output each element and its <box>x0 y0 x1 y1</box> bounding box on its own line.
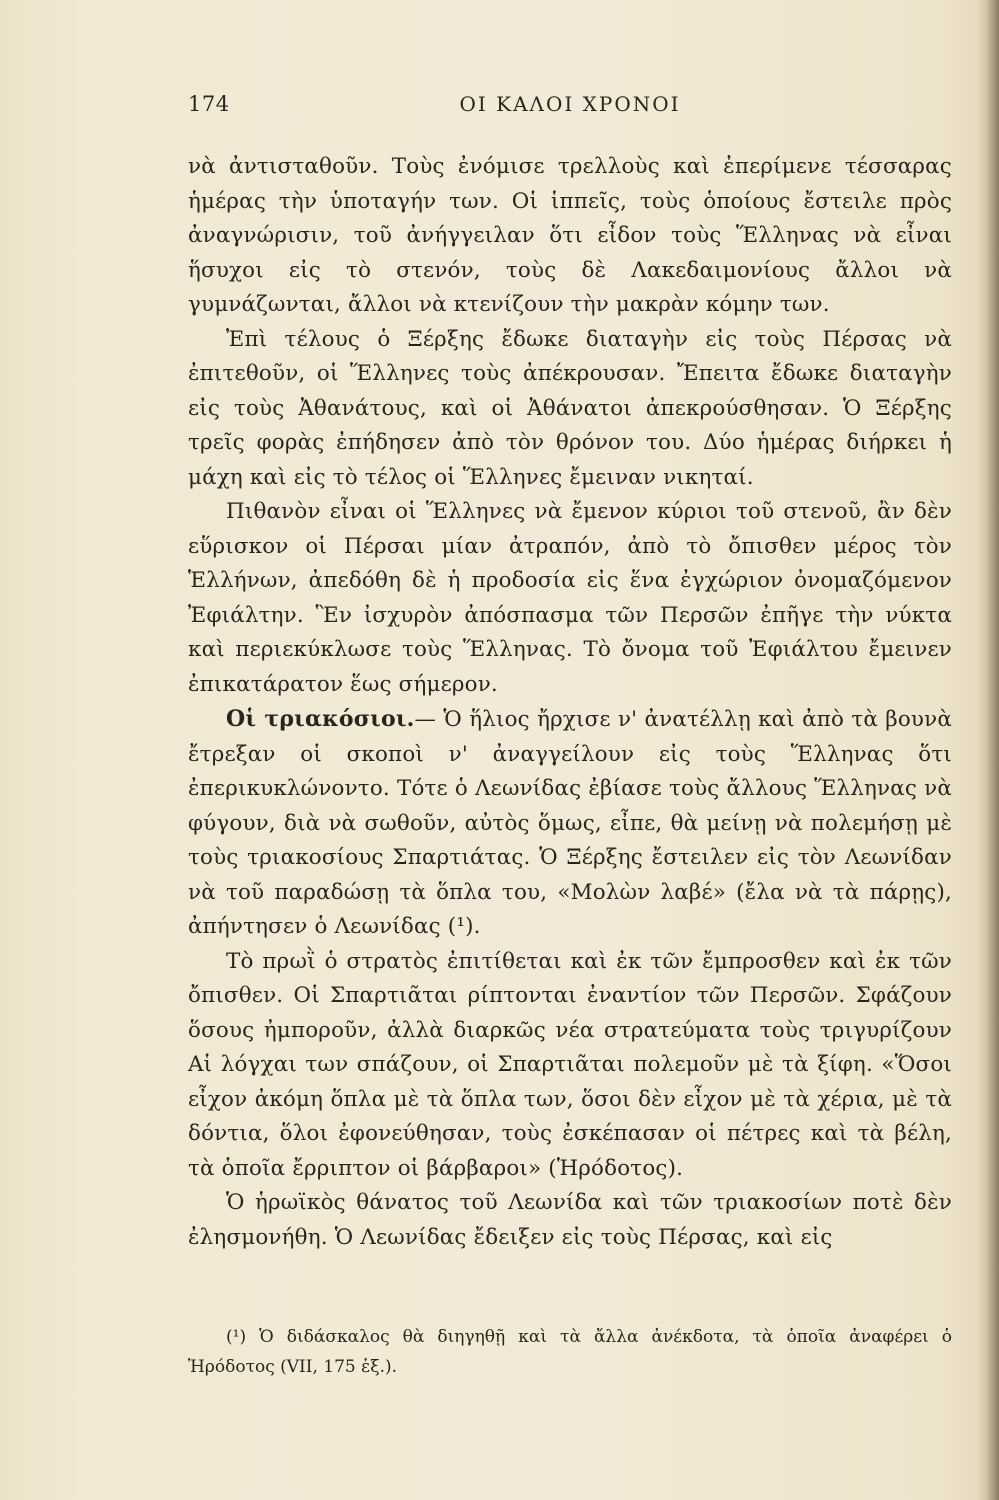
paragraph-4-text: — Ὁ ἥλιος ἤρχισε ν' ἀνατέλλῃ καὶ ἀπὸ τὰ βουνὰ ἔτρεξαν οἱ σκοποὶ ν' ἀναγγείλουν εἰς τοὺς Ἕλληνας ὅτι ἐπερικυκλώνοντο. Τότε ὁ Λεωνίδας ἐβίασε τοὺς ἄλλους Ἕλληνας νὰ φύγουν, διὰ νὰ σωθοῦν, αὐτὸς ὅμως, εἶπε, θὰ μείνῃ νὰ πολεμήσῃ μὲ τοὺς τριακοσίους Σπαρτιάτας. Ὁ Ξέρξης ἔστειλεν εἰς τὸν Λεωνίδαν νὰ τοῦ παραδώσῃ τὰ ὅπλα του, «Μολὼν λαβέ» (ἔλα νὰ τὰ πάρῃς), ἀπήντησεν ὁ Λεωνίδας (¹). <box>188 707 952 939</box>
footnote-area <box>188 1322 952 1382</box>
body-text <box>188 150 952 1255</box>
paragraph-6: Ὁ ἡρωϊκὸς θάνατος τοῦ Λεωνίδα καὶ τῶν τριακοσίων ποτὲ δὲν ἐλησμονήθη. Ὁ Λεωνίδας ἔδειξεν εἰς τοὺς Πέρσας, καὶ εἰς <box>188 1190 952 1250</box>
page-edge-shadow <box>977 0 999 1500</box>
page-number: 174 <box>188 92 230 116</box>
footnote: (¹) Ὁ διδάσκαλος θὰ διηγηθῇ καὶ τὰ ἄλλα ἀνέκδοτα, τὰ ὁποῖα ἀναφέρει ὁ Ἡρόδοτος (VII, 175 ἑξ.). <box>188 1327 952 1377</box>
section-heading: Οἱ τριακόσιοι. <box>226 706 415 732</box>
running-title: ΟΙ ΚΑΛΟΙ ΧΡΟΝΟΙ <box>459 92 681 116</box>
paragraph-3: Πιθανὸν εἶναι οἱ Ἕλληνες νὰ ἔμενον κύριοι τοῦ στενοῦ, ἂν δὲν εὕρισκον οἱ Πέρσαι μίαν ἀτραπόν, ἀπὸ τὸ ὄπισθεν μέρος τὸν Ἑλλήνων, ἀπεδόθη δὲ ἡ προδοσία εἰς ἕνα ἐγχώριον ὀνομαζόμενον Ἐφιάλτην. Ἓν ἰσχυρὸν ἀπόσπασμα τῶν Περσῶν ἐπῆγε τὴν νύκτα καὶ περιεκύκλωσε τοὺς Ἕλληνας. Τὸ ὄνομα τοῦ Ἐφιάλτου ἔμεινεν ἐπικατάρατον ἕως σήμερον. <box>188 499 952 697</box>
paragraph-4 <box>188 702 952 945</box>
paragraph-2: Ἐπὶ τέλους ὁ Ξέρξης ἔδωκε διαταγὴν εἰς τοὺς Πέρσας νὰ ἐπιτεθοῦν, οἱ Ἕλληνες τοὺς ἀπέκρουσαν. Ἔπειτα ἔδωκε διαταγὴν εἰς τοὺς Ἀθανάτους, καὶ οἱ Ἀθάνατοι ἀπεκρούσθησαν. Ὁ Ξέρξης τρεῖς φορὰς ἐπήδησεν ἀπὸ τὸν θρόνον του. Δύο ἡμέρας διήρκει ἡ μάχη καὶ εἰς τὸ τέλος οἱ Ἕλληνες ἔμειναν νικηταί. <box>188 326 952 490</box>
paragraph-1: νὰ ἀντισταθοῦν. Τοὺς ἐνόμισε τρελλοὺς καὶ ἐπερίμενε τέσσαρας ἡμέρας τὴν ὑποταγήν των. Οἱ ἱππεῖς, τοὺς ὁποίους ἔστειλε πρὸς ἀναγνώρισιν, τοῦ ἀνήγγειλαν ὅτι εἶδον τοὺς Ἕλληνας νὰ εἶναι ἥσυχοι εἰς τὸ στενόν, τοὺς δὲ Λακεδαιμονίους ἄλλοι νὰ γυμνάζωνται, ἄλλοι νὰ κτενίζουν τὴν μακρὰν κόμην των. <box>188 154 952 317</box>
page-header <box>188 92 952 126</box>
paragraph-5: Τὸ πρωῒ ὁ στρατὸς ἐπιτίθεται καὶ ἐκ τῶν ἔμπροσθεν καὶ ἐκ τῶν ὄπισθεν. Οἱ Σπαρτιᾶται ρίπτονται ἐναντίον τῶν Περσῶν. Σφάζουν ὅσους ἠμποροῦν, ἀλλὰ διαρκῶς νέα στρατεύματα τοὺς τριγυρίζουν Αἱ λόγχαι των σπάζουν, οἱ Σπαρτιᾶται πολεμοῦν μὲ τὰ ξίφη. «Ὅσοι εἶχον ἀκόμη ὅπλα μὲ τὰ ὅπλα των, ὅσοι δὲν εἶχον μὲ τὰ χέρια, μὲ τὰ δόντια, ὅλοι ἐφονεύθησαν, τοὺς ἐσκέπασαν οἱ πέτρες καὶ τὰ βέλη, τὰ ὁποῖα ἔρριπτον οἱ βάρβαροι» (Ἡρόδοτος). <box>188 948 952 1181</box>
